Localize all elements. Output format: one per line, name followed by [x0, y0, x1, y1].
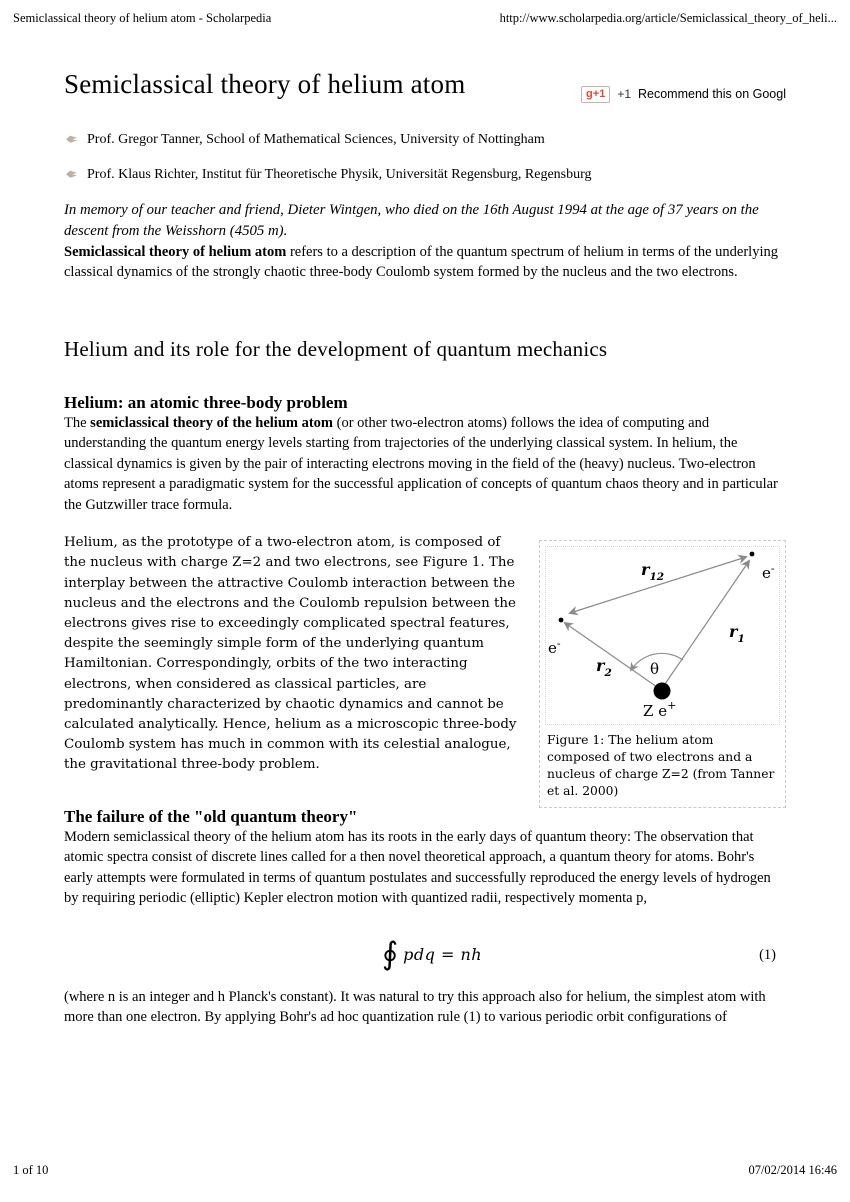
paragraph-old-quantum: Modern semiclassical theory of the helium atom has its roots in the early days of quantum theory: The observation that atomic spectra consist of discrete lines called for a then novel theoretical approach, a quantum theory for atoms. Bohr's early attempts were formulated in terms of quantum postulates and successfully reproduced the energy levels of hydrogen by requiring periodic (elliptic) Kepler electron motion with quantized radii, respectively momenta p, [64, 828, 771, 907]
electron-1-label: e- [762, 562, 775, 583]
gplus-button[interactable]: g+1 [581, 86, 610, 103]
figure-1 [539, 540, 786, 808]
p1-bold-term: semiclassical theory of the helium atom [90, 414, 334, 431]
author-list [64, 130, 786, 184]
paragraph-helium-prototype: Helium, as the prototype of a two-electron atom, is composed of the nucleus with charge Z=2 and two electrons, see Figure 1. The interplay between the attractive Coulomb interaction between the nucleus and the electrons and the Coulomb repulsion between the electrons gives rise to exceedingly complicated spectral features, despite the seemingly simple form of the underlying quantum Hamiltonian. Correspondingly, orbits of the two interacting electrons, when considered as classical particles, are predominantly characterized by chaotic dynamics and cannot be calculated analytically. Hence, helium as a microscopic three-body Coulomb system has much in common with its celestial analogue, the gravitational three-body problem. [64, 535, 517, 773]
google-plusone-widget[interactable] [581, 86, 786, 103]
lead-rest: refers to a description of the quantum spectrum of helium in terms of the underlying classical dynamics of the strongly chaotic three-body Coulomb system formed by the nucleus and the two electrons. [64, 243, 778, 281]
author-item [64, 130, 786, 149]
header-url: http://www.scholarpedia.org/article/Semiclassical_theory_of_heli... [499, 11, 837, 25]
p1-pre: The [64, 414, 91, 431]
subsection-heading-three-body: Helium: an atomic three-body problem [64, 392, 348, 412]
nucleus-label: Z e+ [643, 699, 677, 720]
author-bullet-icon [66, 169, 77, 180]
viewer-footer [13, 1163, 837, 1178]
equation-body: pdq = nh [403, 944, 483, 964]
figure-1-image [545, 546, 780, 725]
paragraph-three-body [64, 413, 786, 516]
header-doc-title: Semiclassical theory of helium atom - Scholarpedia [13, 11, 272, 25]
section-heading: Helium and its role for the development of quantum mechanics [64, 336, 608, 361]
viewer-header [0, 0, 850, 26]
lead-paragraph [64, 242, 786, 283]
electron-2-label: e- [548, 637, 561, 658]
gplus-count: +1 [617, 87, 631, 102]
nucleus-dot [654, 683, 671, 700]
paragraph-bohr-rule: (where n is an integer and h Planck's constant). It was natural to try this approach also for helium, the simplest atom with more than one electron. By applying Bohr's ad hoc quantization rule (1) to various periodic orbit configurations of [64, 988, 766, 1026]
page-title: Semiclassical theory of helium atom [64, 69, 466, 99]
helium-atom-diagram [546, 547, 779, 719]
r12-label: $r_{12}$ [641, 560, 665, 584]
electron-2-dot [559, 618, 564, 623]
title-row [64, 70, 786, 100]
article-page [0, 70, 850, 1028]
theta-label: θ [650, 660, 660, 679]
figure-1-caption: Figure 1: The helium atom composed of two electrons and a nucleus of charge Z=2 (from Tanner et al. 2000) [547, 733, 775, 799]
p1-rest: (or other two-electron atoms) follows the idea of computing and understanding the quantum energy levels starting from trajectories of the underlying classical system. In helium, the classical dynamics is given by the pair of interacting electrons moving in the field of the (heavy) nucleus. Two-electron atoms represent a paradigmatic system for the successful application of concepts of quantum chaos theory and in particular the Gutzwiller trace formula. [64, 414, 778, 513]
figure-and-text-block [64, 533, 786, 908]
author-name: Prof. Gregor Tanner, School of Mathematical Sciences, University of Nottingham [87, 131, 545, 147]
equation-number: (1) [759, 946, 776, 963]
author-name: Prof. Klaus Richter, Institut für Theoretische Physik, Universität Regensburg, Regensburg [87, 166, 592, 182]
contour-integral-symbol: ∮ [382, 935, 399, 972]
lead-bold-term: Semiclassical theory of helium atom [64, 243, 287, 260]
equation-1 [64, 935, 786, 987]
footer-page-number: 1 of 10 [13, 1163, 49, 1177]
r2-label: $r_2$ [596, 656, 612, 680]
subsection-heading-old-quantum: The failure of the "old quantum theory" [64, 806, 358, 826]
footer-timestamp: 07/02/2014 16:46 [748, 1163, 837, 1177]
r1-label: $r_1$ [729, 622, 745, 646]
equation-formula [382, 935, 483, 972]
electron-1-dot [750, 552, 755, 557]
author-bullet-icon [66, 134, 77, 145]
dedication-text: In memory of our teacher and friend, Dieter Wintgen, who died on the 16th August 1994 at the age of 37 years on the descent from the Weisshorn (4505 m). [64, 201, 759, 239]
author-item [64, 165, 786, 184]
gplus-label: Recommend this on Googl [638, 87, 786, 102]
